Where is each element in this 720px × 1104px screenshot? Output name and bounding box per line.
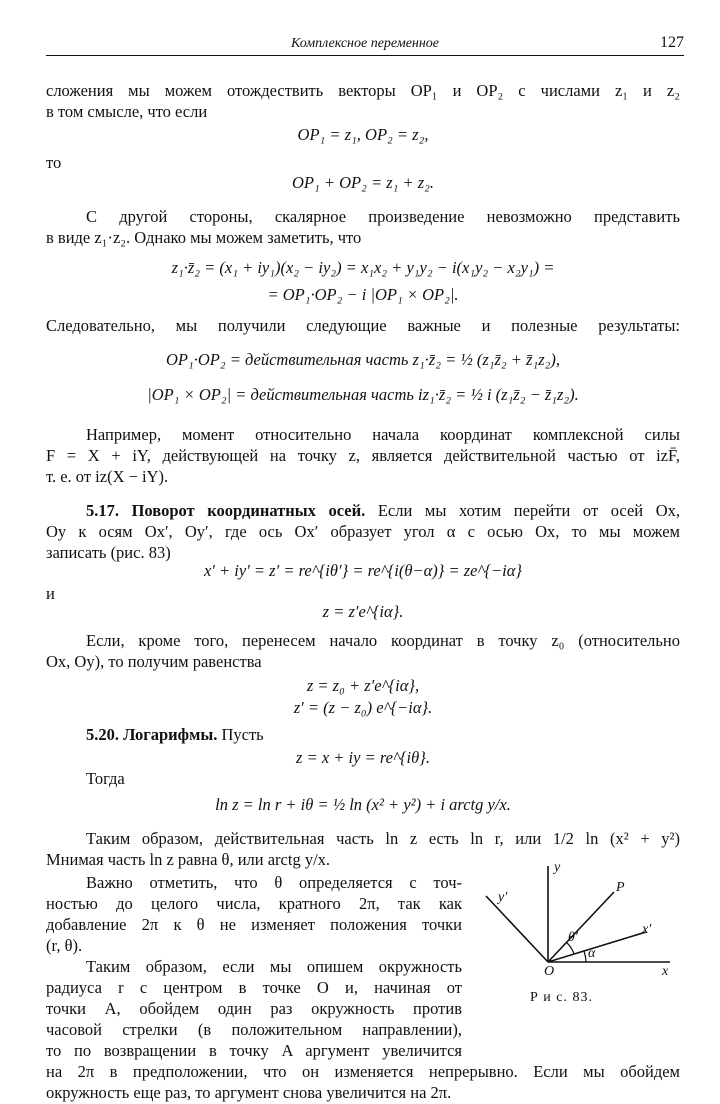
- label-x: x: [662, 964, 669, 979]
- text-line: Если, кроме того, перенесем начало координат в точку z₀ (относительно: [86, 631, 680, 650]
- equation: z = z′e^{iα}.: [322, 602, 404, 621]
- section-title: 5.20. Логарифмы.: [86, 725, 218, 744]
- equation: x′ + iy′ = z′ = re^{iθ′} = re^{i(θ−α)} = ze^{−iα}: [203, 561, 523, 580]
- text-line: (r, θ).: [46, 936, 83, 955]
- figure-caption: Р и с. 83.: [530, 990, 593, 1005]
- equation: OP₁ + OP₂ = z₁ + z₂.: [291, 173, 435, 192]
- text-line: F = X + iY, действующей на точку z, является действительной частью от izF̄,: [46, 446, 680, 465]
- equation: |OP₁ × OP₂| = действительная часть iz₁·z̄₂ = ½ i (z₁z̄₂ − z̄₁z₂).: [147, 385, 579, 404]
- text-line: С другой стороны, скалярное произведение невозможно представить: [86, 207, 680, 226]
- text-line: Мнимая часть ln z равна θ, или arctg y/x.: [46, 850, 331, 869]
- equation: z′ = (z − z₀) e^{−iα}.: [293, 698, 433, 717]
- text-line: в том смысле, что если: [46, 102, 208, 121]
- text-line: ностью до целого числа, кратного 2π, так как: [46, 894, 462, 913]
- text-line: т. е. от iz(X − iY).: [46, 467, 169, 486]
- text-line: окружность еще раз, то аргумент снова увеличится на 2π.: [46, 1083, 452, 1102]
- section-title: 5.17. Поворот координатных осей.: [86, 501, 366, 520]
- text-fragment: Если мы хотим перейти от осей Ox,: [377, 501, 680, 520]
- y-prime-axis: [486, 896, 548, 962]
- text-line: в виде z₁·z₂. Однако мы можем заметить, что: [46, 228, 362, 247]
- text-line: Следовательно, мы получили следующие важные и полезные результаты:: [46, 316, 680, 335]
- text-line: записать (рис. 83): [46, 543, 171, 562]
- label-theta-prime: θ′: [568, 930, 578, 945]
- text-line: добавление 2π к θ не изменяет положения точки: [46, 915, 462, 934]
- text-line: Таким образом, если мы опишем окружность: [86, 957, 462, 976]
- text-line: Важно отметить, что θ определяется с точ-: [86, 873, 462, 892]
- label-alpha: α: [588, 946, 596, 961]
- equation: OP₁ = z₁, OP₂ = z₂,: [297, 125, 429, 144]
- equation: z = z₀ + z′e^{iα},: [306, 676, 420, 695]
- equation: z = x + iy = re^{iθ}.: [296, 748, 430, 767]
- text-line: на 2π в предположении, что он изменяется непрерывно. Если мы обойдем: [46, 1062, 680, 1081]
- text-line: Например, момент относительно начала координат комплексной силы: [86, 425, 680, 444]
- equation: ln z = ln r + iθ = ½ ln (x² + y²) + i arctg y/x.: [215, 795, 511, 814]
- label-y-prime: y′: [498, 890, 508, 905]
- header-rule: [46, 55, 684, 56]
- text-line: Таким образом, действительная часть ln z есть ln r, или 1/2 ln (x² + y²): [86, 829, 680, 848]
- equation: OP₁·OP₂ = действительная часть z₁·z̄₂ = ½ (z₁z̄₂ + z̄₁z₂),: [166, 350, 560, 369]
- section-5-20-line: [86, 724, 680, 746]
- text-line: Ox, Oy), то получим равенства: [46, 652, 262, 671]
- text-line: Oy к осям Ox′, Oy′, где ось Ox′ образует угол α с осью Ox, то мы можем: [46, 522, 680, 541]
- label-p: P: [616, 880, 625, 895]
- text-line: и: [46, 584, 55, 603]
- section-5-17-line: [86, 500, 680, 522]
- label-x-prime: x′: [642, 922, 652, 937]
- text-line: часовой стрелки (в положительном направлении),: [46, 1020, 462, 1039]
- page-number: 127: [660, 34, 684, 51]
- equation: z₁·z̄₂ = (x₁ + iy₁)(x₂ − iy₂) = x₁x₂ + y₁y₂ − i(x₁y₂ − x₂y₁) =: [171, 258, 555, 277]
- alpha-arc: [584, 951, 586, 962]
- label-y: y: [554, 860, 561, 875]
- text-line: точки A, обойдем один раз окружность против: [46, 999, 462, 1018]
- text-line: то по возвращении в точку A аргумент увеличится: [46, 1041, 462, 1060]
- text-line: Тогда: [86, 769, 125, 788]
- running-header-title: Комплексное переменное: [290, 36, 440, 51]
- text-line: то: [46, 153, 62, 172]
- equation: = OP₁·OP₂ − i |OP₁ × OP₂|.: [267, 285, 459, 304]
- text-fragment: Пусть: [221, 725, 264, 744]
- label-origin: O: [544, 964, 555, 979]
- text-line: сложения мы можем отождествить векторы OP₁ и OP₂ с числами z₁ и z₂: [46, 81, 680, 100]
- text-line: радиуса r с центром в точке O и, начиная от: [46, 978, 462, 997]
- figure-83: [470, 858, 686, 1018]
